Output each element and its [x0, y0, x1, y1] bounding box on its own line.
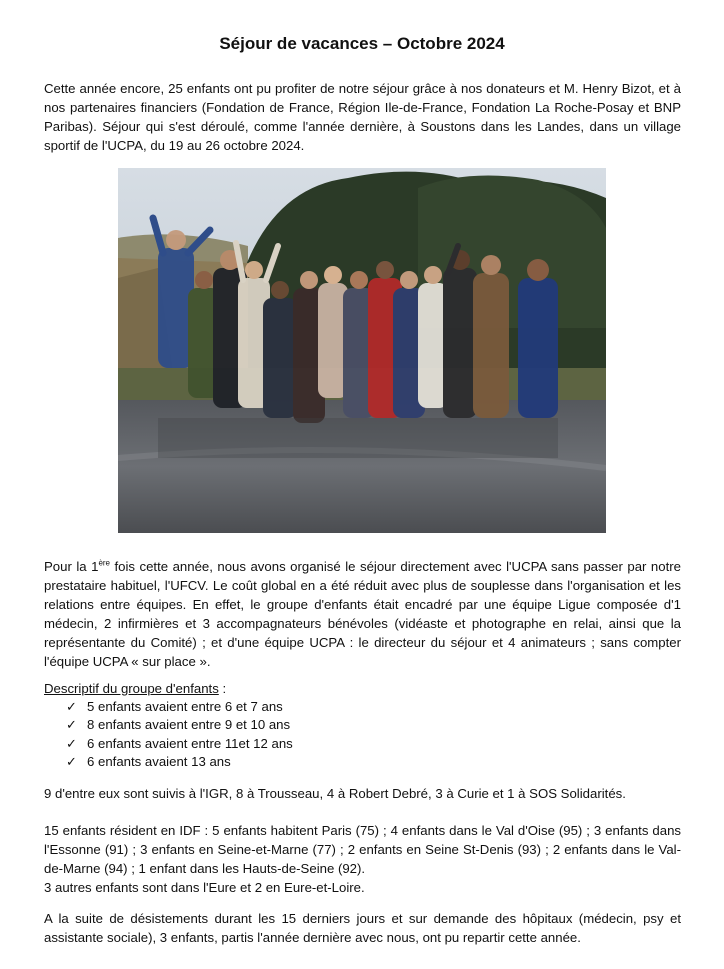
group-checklist	[44, 698, 681, 772]
residence-paragraph	[44, 821, 681, 897]
organisation-paragraph	[44, 557, 681, 671]
list-item	[44, 735, 681, 753]
organisation-rest: fois cette année, nous avons organisé le séjour directement avec l'UCPA sans passer par notre prestataire habituel, l'UFCV. Le coût global en a été réduit avec plus de souplesse dans l'organisation et les relations entre équipes. En effet, le groupe d'enfants était encadré par une équipe Ligue composée d'1 médecin, 2 infirmières et 3 accompagnateurs bénévoles (vidéaste et photographe en relai, ainsi que la représentante du Comité) ; et d'une équipe UCPA : le directeur du séjour et 4 animateurs ; sans compter l'équipe UCPA « sur place ».	[44, 559, 681, 669]
list-item-text: 6 enfants avaient 13 ans	[87, 754, 231, 770]
organisation-sup: ère	[98, 558, 110, 568]
group-photo	[118, 168, 606, 533]
group-photo-illustration	[118, 168, 606, 533]
list-item-text: 8 enfants avaient entre 9 et 10 ans	[87, 717, 291, 733]
check-icon: ✓	[66, 717, 77, 733]
list-item	[44, 716, 681, 734]
list-item	[44, 698, 681, 716]
closing-paragraph: A la suite de désistements durant les 15 derniers jours et sur demande des hôpitaux (médecin, psy et assistante sociale), 3 enfants, partis l'année dernière avec nous, ont pu repartir cette année.	[44, 911, 681, 945]
group-heading: Descriptif du groupe d'enfants	[44, 681, 219, 696]
list-item-text: 6 enfants avaient entre 11et 12 ans	[87, 735, 293, 751]
group-section	[44, 679, 681, 772]
group-heading-line	[44, 679, 681, 698]
list-item-text: 5 enfants avaient entre 6 et 7 ans	[87, 699, 283, 714]
check-icon: ✓	[66, 735, 77, 751]
organisation-lead: Pour la 1	[44, 559, 99, 574]
group-heading-suffix: :	[218, 681, 227, 696]
check-icon: ✓	[66, 754, 77, 770]
list-item	[44, 753, 681, 771]
intro-paragraph: Cette année encore, 25 enfants ont pu profiter de notre séjour grâce à nos donateurs et M. Henry Bizot, et à nos partenaires financiers (Fondation de France, Région Ile-de-France, Fondation La Roche-Posay et BNP Paribas). Séjour qui s'est déroulé, comme l'année dernière, à Soustons dans les Landes, dans un village sportif de l'UCPA, du 19 au 26 octobre 2024.	[44, 81, 681, 153]
check-icon: ✓	[66, 699, 77, 714]
residence-line-2: 3 autres enfants sont dans l'Eure et 2 en Eure-et-Loire.	[44, 880, 365, 895]
page-title: Séjour de vacances – Octobre 2024	[219, 34, 505, 53]
hospitals-paragraph: 9 d'entre eux sont suivis à l'IGR, 8 à Trousseau, 4 à Robert Debré, 3 à Curie et 1 à SOS Solidarités.	[44, 786, 626, 801]
residence-line-1: 15 enfants résident en IDF : 5 enfants habitent Paris (75) ; 4 enfants dans le Val d'Oise (95) ; 3 enfants dans l'Essonne (91) ; 3 enfants en Seine-et-Marne (77) ; 2 enfants en Seine St-Denis (93) ; 2 enfants dans le Val-de-Marne (94) ; 1 enfant dans les Hauts-de-Seine (92).	[44, 823, 681, 876]
